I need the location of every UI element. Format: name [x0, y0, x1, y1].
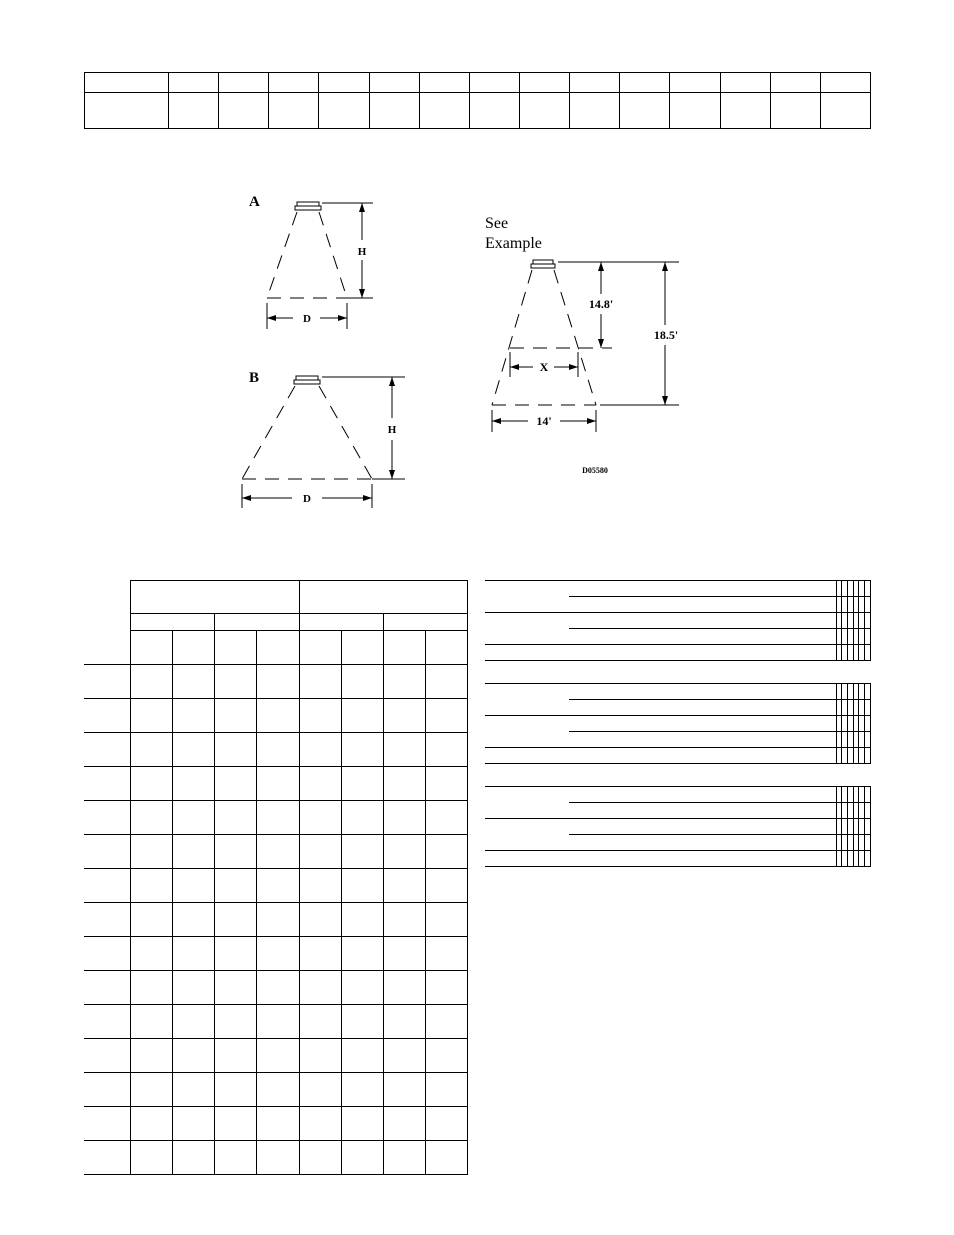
example-height-upper: 14.8' [588, 297, 614, 311]
table-row [84, 1141, 468, 1175]
table-row [485, 732, 871, 748]
table-row [485, 597, 871, 613]
table-row [485, 835, 871, 851]
table-row [84, 1073, 468, 1107]
figure-a [249, 194, 373, 329]
table-row [485, 803, 871, 819]
example-unknown-width: X [539, 360, 549, 374]
table-header-row [84, 614, 468, 631]
sprinkler-head-icon [295, 202, 321, 210]
table-row [84, 971, 468, 1005]
table-row [485, 716, 871, 732]
figure-b-height-label: H [387, 424, 397, 436]
table-row [84, 665, 468, 699]
table-row [485, 684, 871, 700]
table-row [84, 733, 468, 767]
table-row [84, 1005, 468, 1039]
small-table-2 [485, 683, 871, 764]
table-row [485, 700, 871, 716]
table-row [84, 801, 468, 835]
table-row [84, 1039, 468, 1073]
table-row [84, 767, 468, 801]
table-row [485, 581, 871, 597]
table-row [84, 1107, 468, 1141]
example-bottom-width: 14' [536, 414, 552, 428]
example-title-line2: Example [485, 235, 542, 252]
small-table-1 [485, 580, 871, 661]
sprinkler-head-icon [531, 260, 555, 268]
table-header-row [84, 631, 468, 665]
figure-a-letter: A [249, 194, 260, 210]
table-row [485, 748, 871, 764]
figure-example [485, 215, 679, 432]
coverage-table [84, 580, 468, 1175]
table-row [84, 937, 468, 971]
table-row [84, 903, 468, 937]
table-row [84, 835, 468, 869]
table-row [84, 869, 468, 903]
table-row [485, 629, 871, 645]
drawing-code: D05580 [582, 466, 608, 475]
table-row [485, 613, 871, 629]
table-row [485, 787, 871, 803]
table-row [485, 819, 871, 835]
table-row [485, 645, 871, 661]
figure-b-letter: B [249, 370, 260, 386]
table-header-row [84, 581, 468, 614]
figure-b [242, 370, 405, 508]
example-title-line1: See [485, 215, 509, 232]
figure-a-height-label: H [357, 246, 367, 258]
table-row [485, 851, 871, 867]
small-table-3 [485, 786, 871, 867]
example-height-total: 18.5' [653, 328, 679, 342]
table-row [84, 699, 468, 733]
figure-a-diameter-label: D [303, 313, 311, 325]
coverage-diagrams [0, 0, 954, 540]
figure-b-diameter-label: D [303, 493, 311, 505]
sprinkler-head-icon [294, 376, 320, 384]
